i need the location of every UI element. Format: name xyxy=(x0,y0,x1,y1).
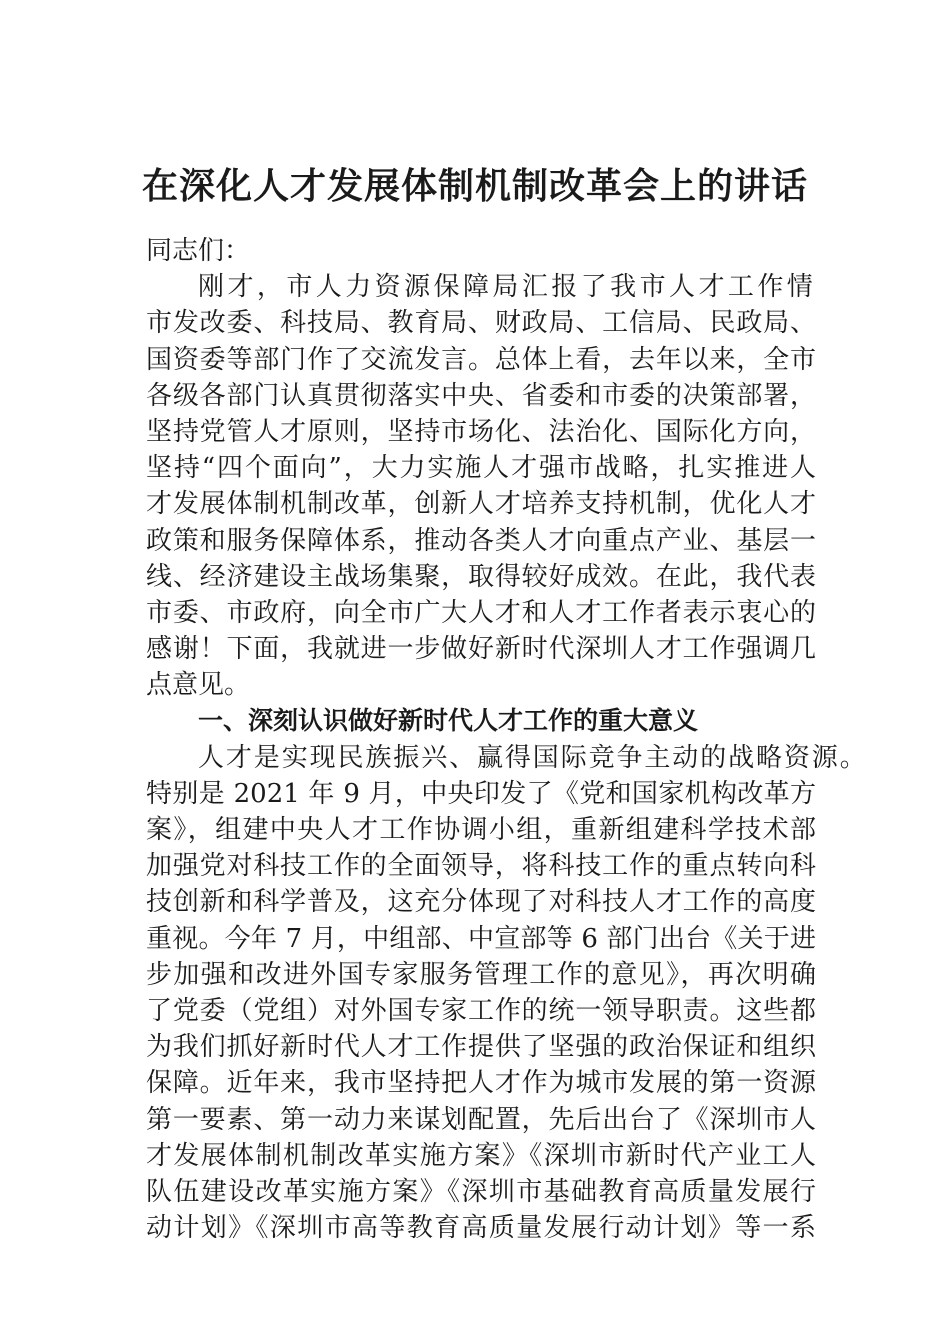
paragraph-2-line: 人才是实现民族振兴、赢得国际竞争主动的战略资源。 xyxy=(198,742,868,773)
paragraph-2-line: 了党委（党组）对外国专家工作的统一领导职责。这些都 xyxy=(146,995,816,1026)
paragraph-1-line: 点意见。 xyxy=(146,670,251,701)
paragraph-1-line: 各级各部门认真贯彻落实中央、省委和市委的决策部署， xyxy=(146,380,816,411)
paragraph-1-line: 才发展体制机制改革，创新人才培养支持机制，优化人才 xyxy=(146,489,816,520)
paragraph-2-line: 为我们抓好新时代人才工作提供了坚强的政治保证和组织 xyxy=(146,1032,816,1063)
paragraph-2-line: 案》，组建中央人才工作协调小组，重新组建科学技术部 xyxy=(146,815,816,845)
document-body xyxy=(146,233,868,1246)
salutation: 同志们： xyxy=(146,236,251,266)
paragraph-1-line: 市委、市政府，向全市广大人才和人才工作者表示衷心的 xyxy=(146,597,816,628)
paragraph-2-line: 技创新和科学普及，这充分体现了对科技人才工作的高度 xyxy=(146,887,816,918)
paragraph-2-line: 第一要素、第一动力来谋划配置，先后出台了《深圳市人 xyxy=(146,1104,816,1135)
paragraph-2-line: 特别是 2021 年 9 月，中央印发了《党和国家机构改革方 xyxy=(146,778,816,809)
paragraph-1-line: 坚持党管人才原则，坚持市场化、法治化、国际化方向， xyxy=(146,416,816,447)
paragraph-1-line: 政策和服务保障体系，推动各类人才向重点产业、基层一 xyxy=(146,525,816,556)
paragraph-2-line: 步加强和改进外国专家服务管理工作的意见》，再次明确 xyxy=(146,959,816,990)
document-title: 在深化人才发展体制机制改革会上的讲话 xyxy=(141,165,808,207)
paragraph-2-line: 保障。近年来，我市坚持把人才作为城市发展的第一资源 xyxy=(146,1068,816,1099)
paragraph-2-line: 队伍建设改革实施方案》《深圳市基础教育高质量发展行 xyxy=(146,1176,816,1207)
paragraph-1-line: 线、经济建设主战场集聚，取得较好成效。在此，我代表 xyxy=(146,561,816,592)
paragraph-1-line: 国资委等部门作了交流发言。总体上看，去年以来，全市 xyxy=(146,344,816,375)
paragraph-1-line: 感谢！下面，我就进一步做好新时代深圳人才工作强调几 xyxy=(146,634,816,665)
paragraph-1-line: 市发改委、科技局、教育局、财政局、工信局、民政局、 xyxy=(146,308,816,339)
paragraph-2-line: 重视。今年 7 月，中组部、中宣部等 6 部门出台《关于进 xyxy=(146,923,816,954)
section-heading-1: 一、深刻认识做好新时代人才工作的重大意义 xyxy=(198,706,699,736)
paragraph-2-line: 加强党对科技工作的全面领导，将科技工作的重点转向科 xyxy=(146,851,816,882)
paragraph-2-line: 动计划》《深圳市高等教育高质量发展行动计划》等一系 xyxy=(146,1213,816,1244)
paragraph-1-line: 坚持“四个面向”，大力实施人才强市战略，扎实推进人 xyxy=(146,453,816,484)
paragraph-1-line: 刚才，市人力资源保障局汇报了我市人才工作情 xyxy=(198,272,816,303)
paragraph-2-line: 才发展体制机制改革实施方案》《深圳市新时代产业工人 xyxy=(146,1140,816,1171)
